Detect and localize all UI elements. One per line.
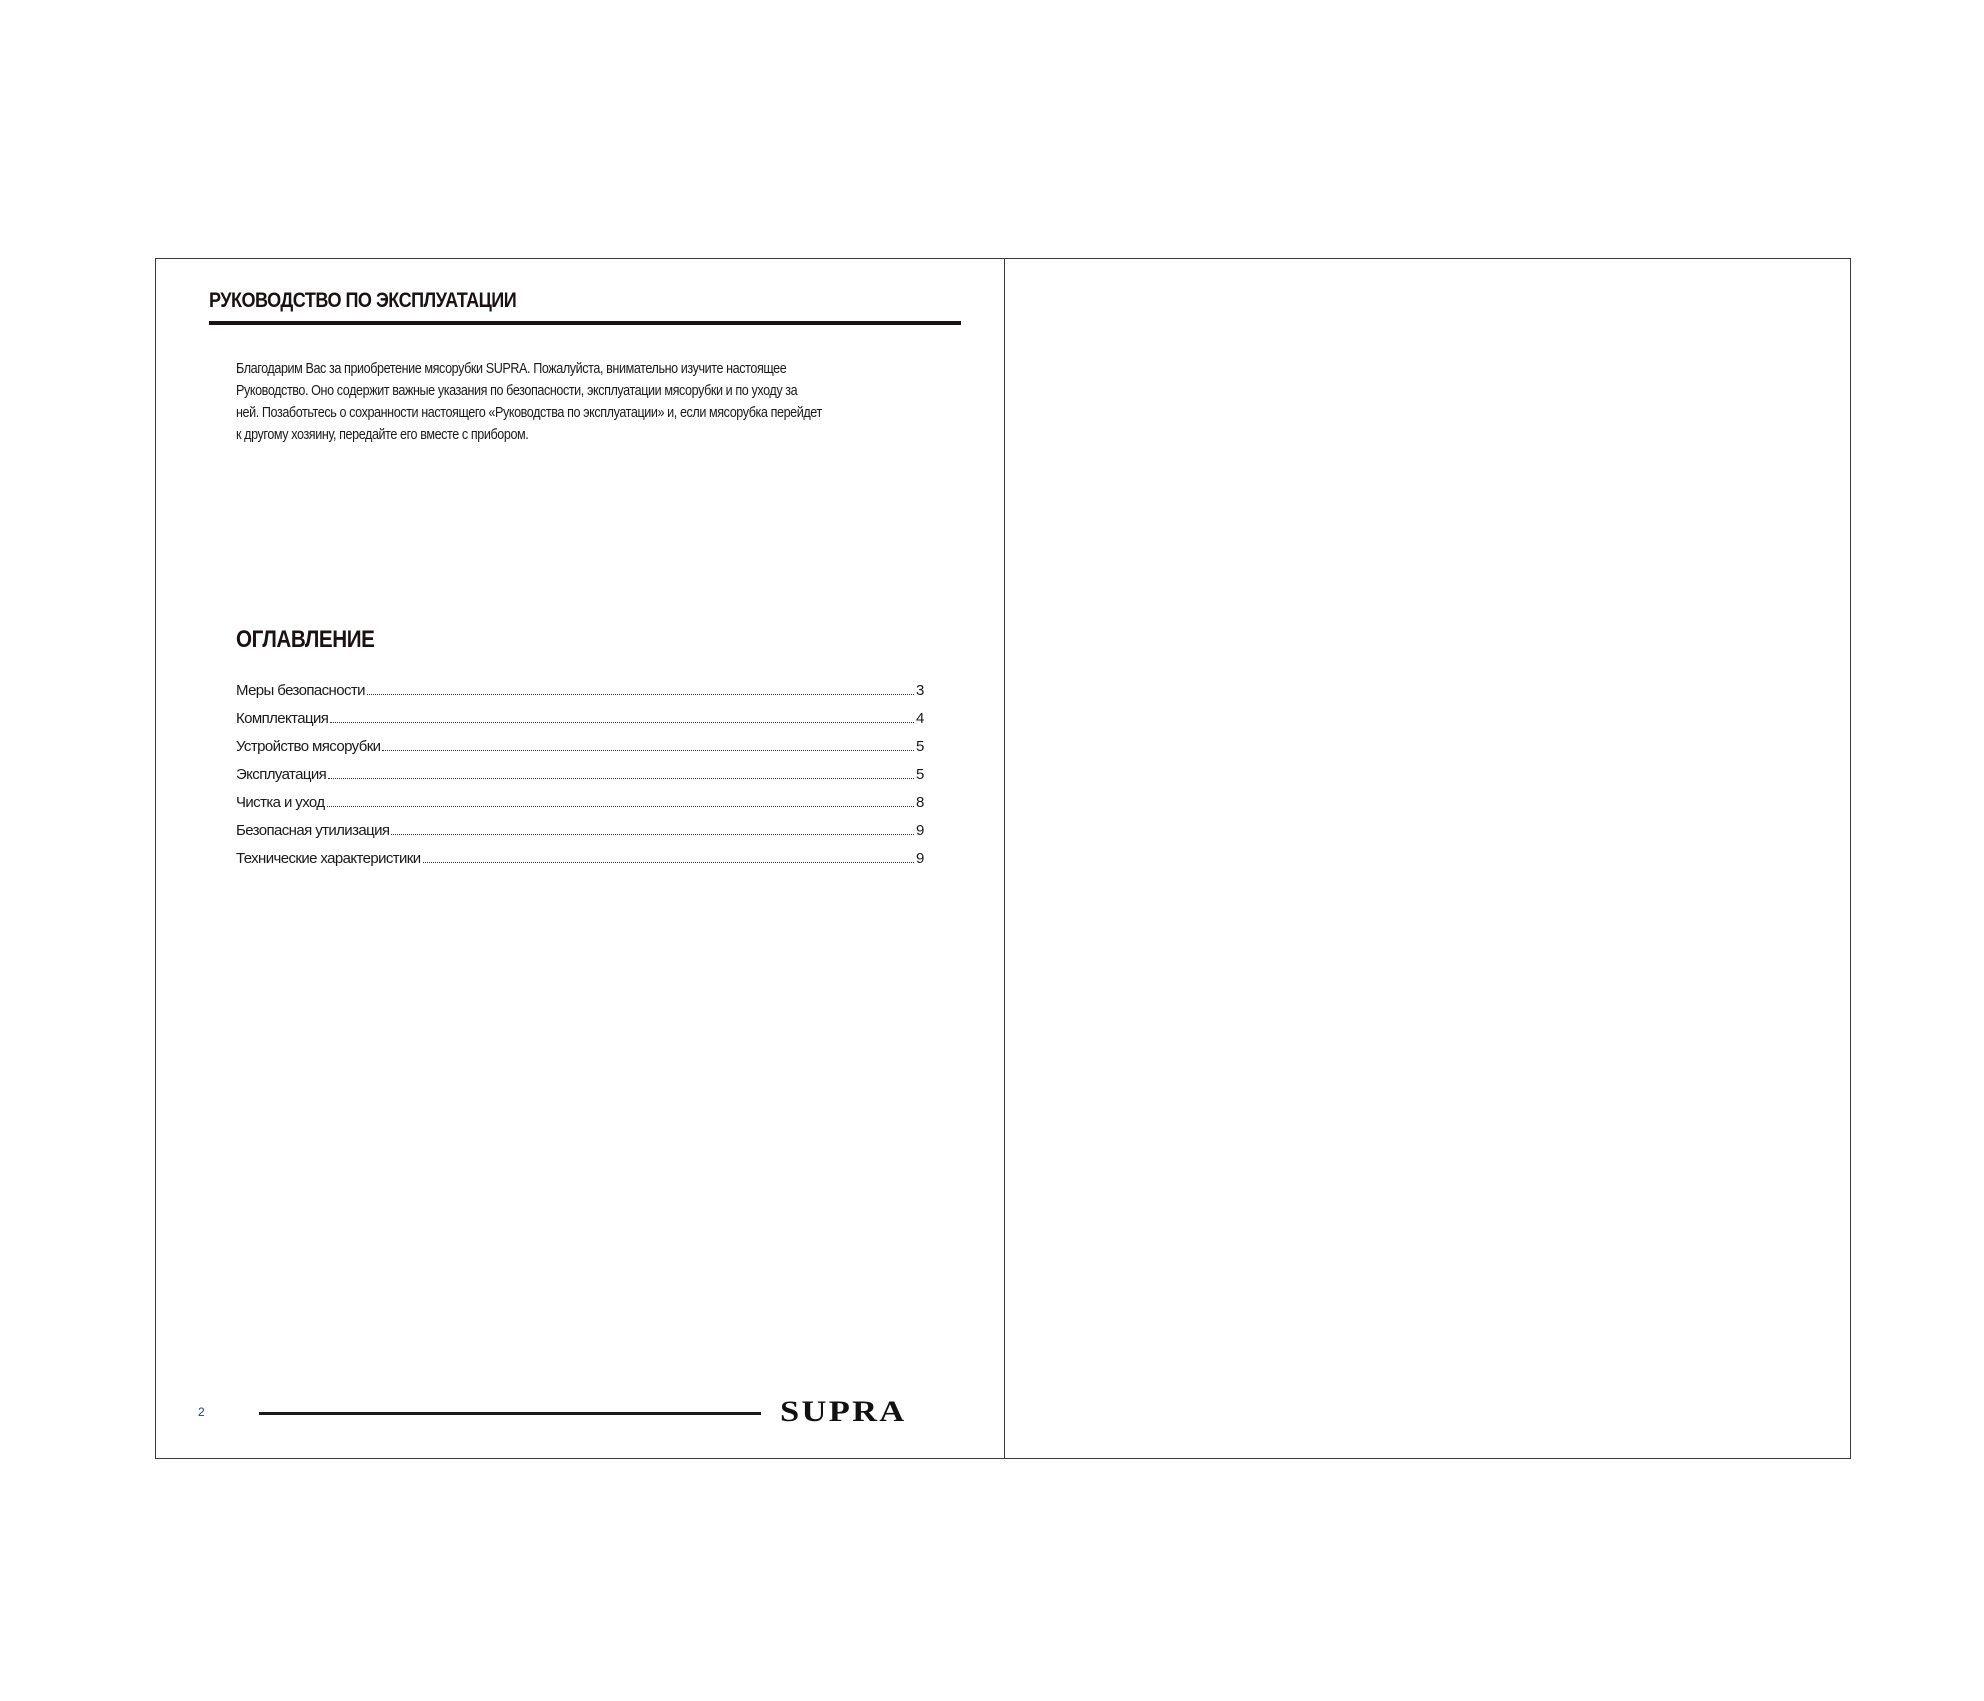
toc-entry-page: 5 [915, 738, 924, 755]
toc-entry-label: Эксплуатация [236, 766, 327, 783]
toc-entry[interactable] [236, 710, 924, 738]
toc-entry-label: Технические характеристики [236, 850, 421, 867]
footer-rule [259, 1412, 761, 1415]
toc-entry-page: 9 [915, 822, 924, 839]
toc-leader-dots [327, 805, 914, 807]
title-underline [209, 321, 961, 325]
intro-line: Благодарим Вас за приобретение мясорубки SUPRA. Пожалуйста, внимательно изучите настоящее [236, 360, 787, 377]
document-spread [155, 258, 1851, 1459]
right-page-blank [1005, 259, 1851, 1458]
supra-logo: SUPRA [780, 1395, 907, 1428]
toc-entry-label: Комплектация [236, 710, 329, 727]
intro-line: Руководство. Оно содержит важные указания по безопасности, эксплуатации мясорубки и по уходу за [236, 382, 798, 399]
toc-entry-page: 8 [915, 794, 924, 811]
toc-leader-dots [423, 861, 914, 863]
toc-entry-page: 9 [915, 850, 924, 867]
toc-entry[interactable] [236, 766, 924, 794]
toc-entry-page: 5 [915, 766, 924, 783]
toc-entry-label: Меры безопасности [236, 682, 365, 699]
toc-leader-dots [330, 721, 914, 723]
toc-entry-label: Устройство мясорубки [236, 738, 381, 755]
toc-leader-dots [382, 749, 913, 751]
toc-heading: ОГЛАВЛЕНИЕ [236, 626, 375, 653]
toc-entry-label: Безопасная утилизация [236, 822, 390, 839]
toc-entry[interactable] [236, 850, 924, 878]
toc-entry-label: Чистка и уход [236, 794, 325, 811]
toc-leader-dots [328, 777, 914, 779]
intro-line: ней. Позаботьтесь о сохранности настоящего «Руководства по эксплуатации» и, если мясорубка перейдет [236, 404, 822, 421]
toc-entry-page: 3 [915, 682, 924, 699]
table-of-contents [236, 682, 924, 878]
toc-entry[interactable] [236, 822, 924, 850]
toc-entry[interactable] [236, 738, 924, 766]
intro-line: к другому хозяину, передайте его вместе с прибором. [236, 426, 529, 443]
page-number: 2 [198, 1405, 205, 1419]
toc-leader-dots [391, 833, 914, 835]
left-page [156, 259, 1004, 1458]
page-title: РУКОВОДСТВО ПО ЭКСПЛУАТАЦИИ [209, 289, 517, 312]
toc-entry[interactable] [236, 794, 924, 822]
intro-paragraph [236, 358, 933, 446]
toc-entry[interactable] [236, 682, 924, 710]
toc-entry-page: 4 [915, 710, 924, 727]
toc-leader-dots [367, 693, 914, 695]
